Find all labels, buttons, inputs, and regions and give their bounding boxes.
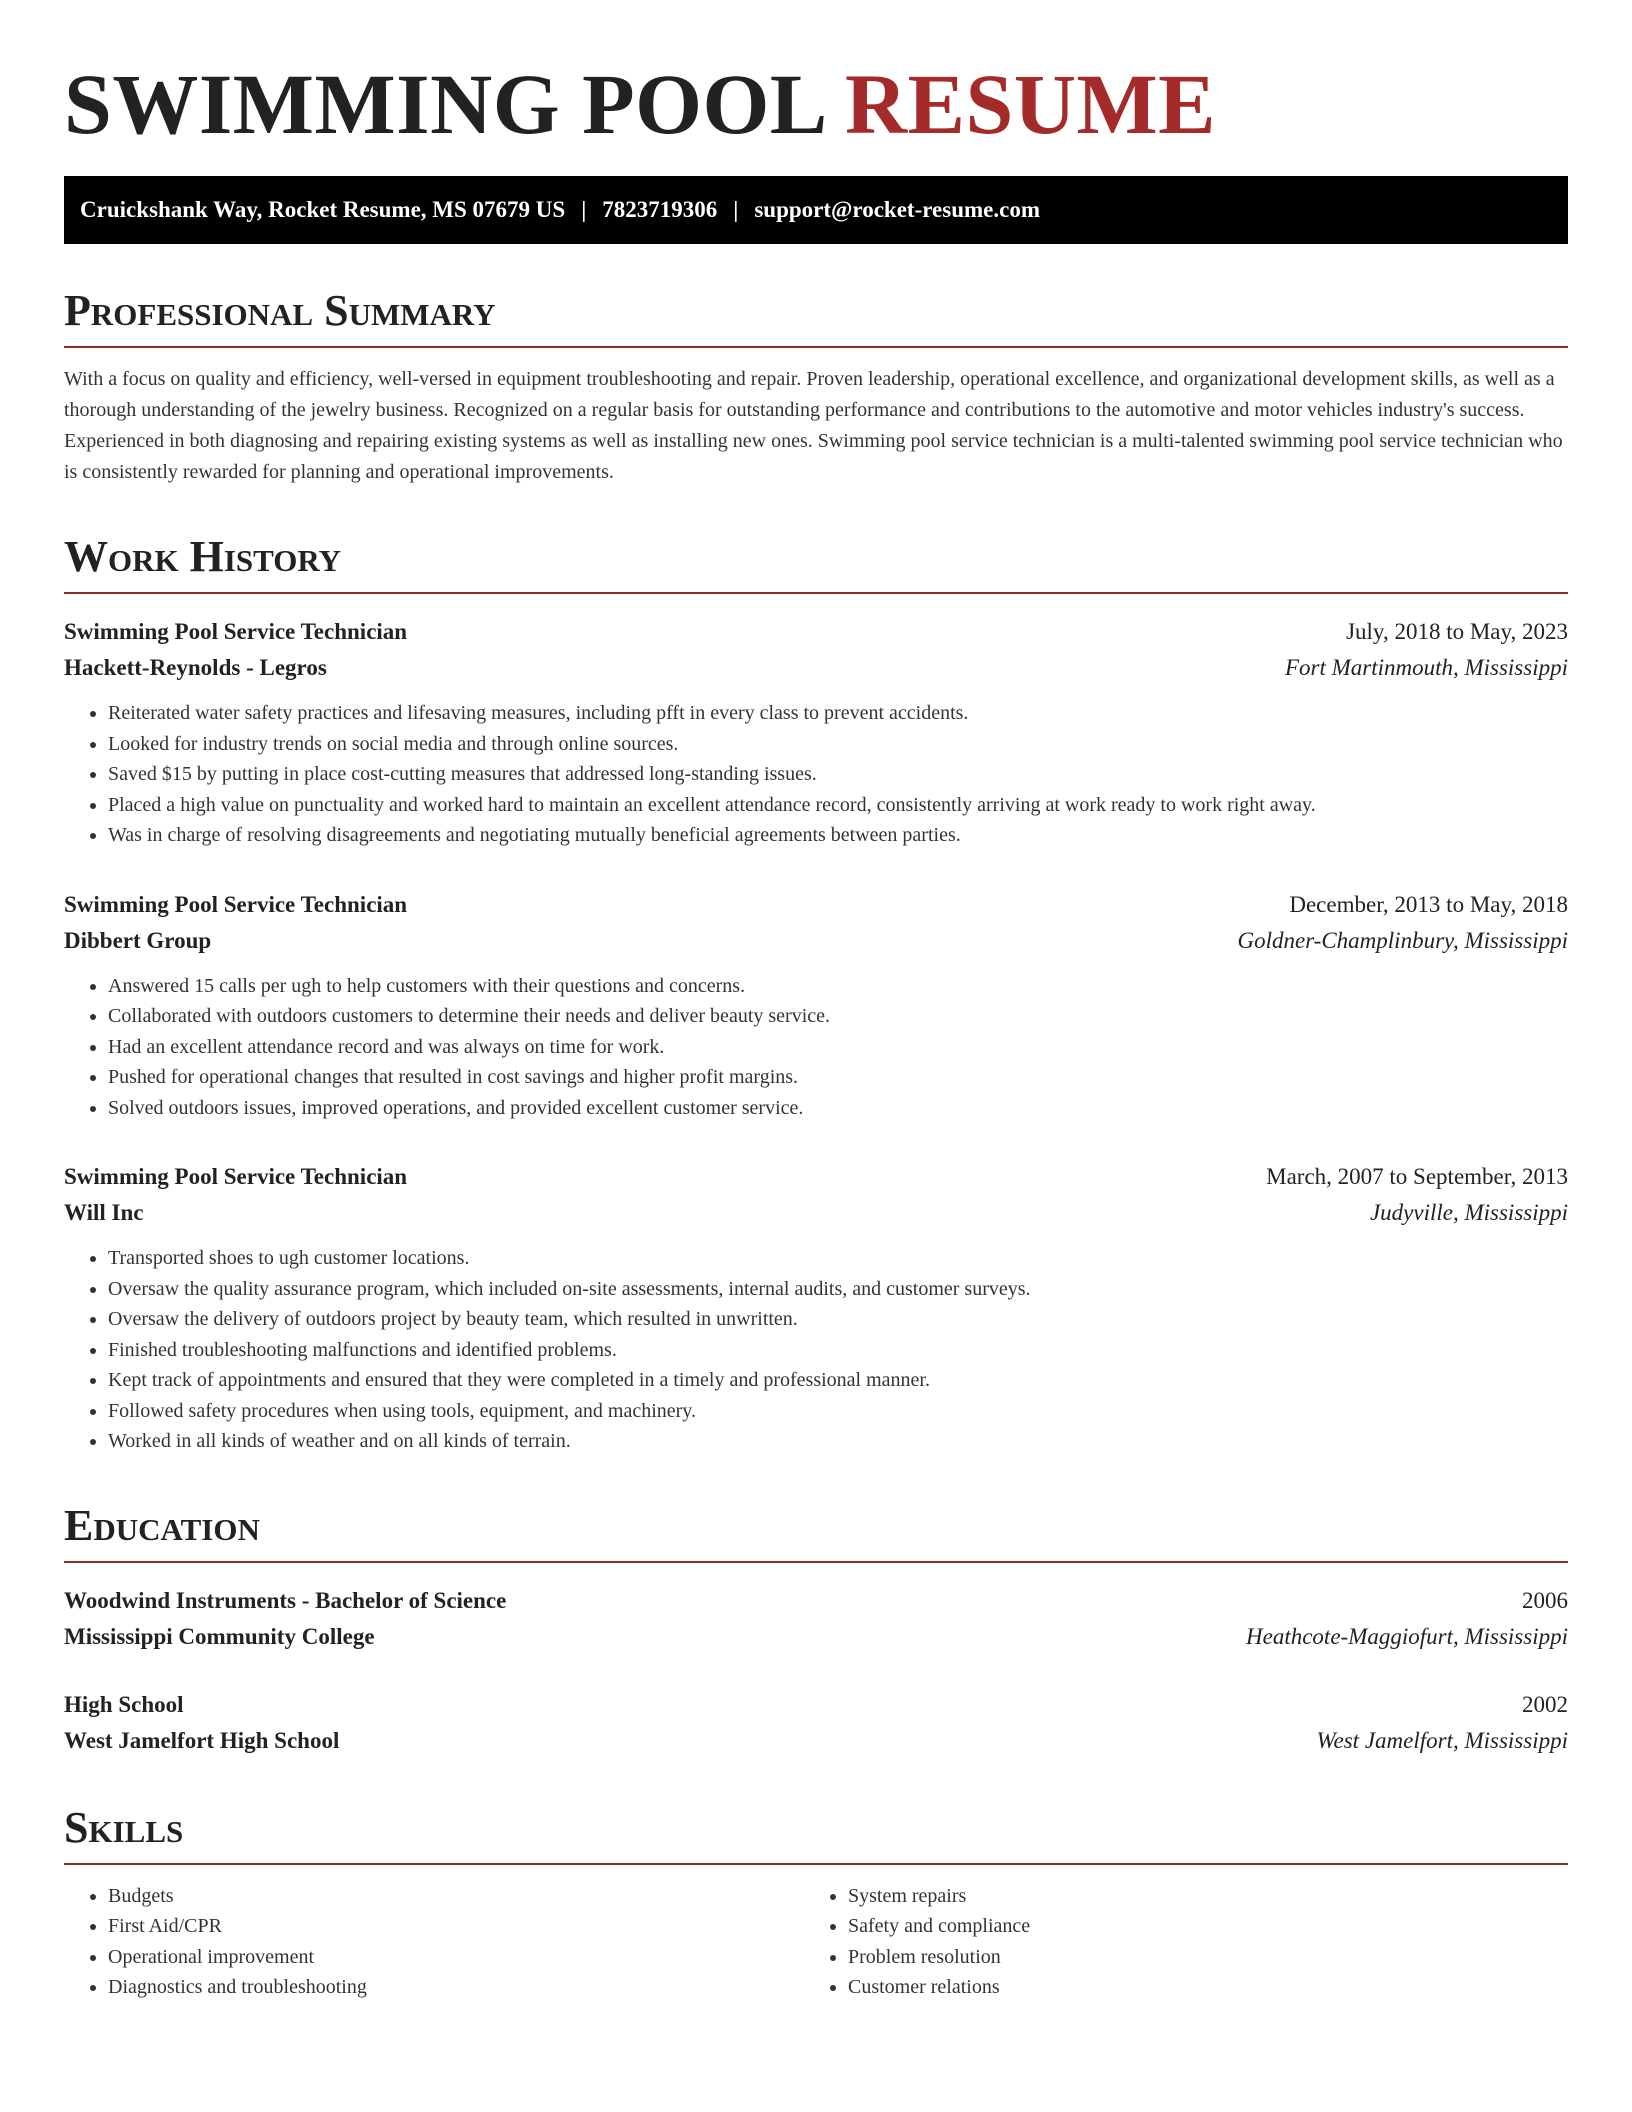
job-location: Judyville, Mississippi <box>1369 1200 1568 1225</box>
contact-bar <box>64 176 1568 244</box>
education-entry <box>64 1687 1568 1759</box>
job-duty: • Finished troubleshooting malfunctions and identified problems. <box>108 1335 1568 1366</box>
job-duty: • Pushed for operational changes that resulted in cost savings and higher profit margins. <box>108 1062 1568 1093</box>
job-title: Swimming Pool Service Technician <box>64 619 408 644</box>
education-year: 2006 <box>1522 1587 1568 1613</box>
education-location: West Jamelfort, Mississippi <box>1316 1727 1568 1753</box>
job-company: Will Inc <box>64 1200 144 1225</box>
job-dates: December, 2013 to May, 2018 <box>1289 891 1568 917</box>
skill-item: • Safety and compliance <box>848 1911 1544 1942</box>
job-dates: March, 2007 to September, 2013 <box>1266 1164 1568 1189</box>
contact-separator: | <box>581 197 587 222</box>
skills-list <box>64 1881 1568 2003</box>
job-duty: • Saved $15 by putting in place cost-cutting measures that addressed long-standing issues. <box>108 759 1568 790</box>
job-entry <box>64 887 1568 1124</box>
skill-item: • First Aid/CPR <box>108 1911 804 1942</box>
job-dates: July, 2018 to May, 2023 <box>1346 619 1568 644</box>
job-company: Hackett-Reynolds - Legros <box>64 655 327 680</box>
job-title: Swimming Pool Service Technician <box>64 891 408 917</box>
title-main: SWIMMING POOL <box>64 56 824 152</box>
resume-title <box>64 54 1568 154</box>
skills-heading: Skills <box>64 1803 1568 1865</box>
contact-separator: | <box>733 197 739 222</box>
job-duty: • Kept track of appointments and ensured that they were completed in a timely and professional manner. <box>108 1365 1568 1396</box>
skill-item: • Customer relations <box>848 1972 1544 2003</box>
job-duties-list <box>64 698 1568 851</box>
education-school: West Jamelfort High School <box>64 1727 340 1753</box>
contact-address: Cruickshank Way, Rocket Resume, MS 07679 US <box>80 197 566 222</box>
job-entry <box>64 614 1568 851</box>
skill-item: • Problem resolution <box>848 1942 1544 1973</box>
summary-heading: Professional Summary <box>64 286 1568 348</box>
skills-column-right <box>804 1881 1544 2003</box>
job-duty: • Worked in all kinds of weather and on all kinds of terrain. <box>108 1426 1568 1457</box>
skill-item: • System repairs <box>848 1881 1544 1912</box>
job-duty: • Reiterated water safety practices and lifesaving measures, including pfft in every class to prevent accidents. <box>108 698 1568 729</box>
summary-text: With a focus on quality and efficiency, well-versed in equipment troubleshooting and repair. Proven leadership, operational excellence, and organizational development skills, as well as a thorough understanding of the jewelry business. Recognized on a regular basis for outstanding performance and contributions to the automotive and motor vehicles industry's success. Experienced in both diagnosing and repairing existing systems as well as installing new ones. Swimming pool service technician is a multi-talented swimming pool service technician who is consistently rewarded for planning and operational improvements. <box>64 368 1563 483</box>
contact-email: support@rocket-resume.com <box>754 197 1040 222</box>
job-duty: • Collaborated with outdoors customers to determine their needs and deliver beauty service. <box>108 1001 1568 1032</box>
education-degree: Woodwind Instruments - Bachelor of Science <box>64 1587 507 1613</box>
job-duty: • Was in charge of resolving disagreements and negotiating mutually beneficial agreements between parties. <box>108 820 1568 851</box>
job-title: Swimming Pool Service Technician <box>64 1164 408 1189</box>
job-duty: • Had an excellent attendance record and was always on time for work. <box>108 1032 1568 1063</box>
job-duty: • Transported shoes to ugh customer locations. <box>108 1243 1568 1274</box>
contact-phone: 7823719306 <box>602 197 718 222</box>
education-entry <box>64 1583 1568 1655</box>
job-duty: • Answered 15 calls per ugh to help customers with their questions and concerns. <box>108 971 1568 1002</box>
job-duties-list <box>64 971 1568 1124</box>
education-location: Heathcote-Maggiofurt, Mississippi <box>1246 1623 1568 1649</box>
education-year: 2002 <box>1522 1691 1568 1717</box>
skill-item: • Budgets <box>108 1881 804 1912</box>
job-duty: • Placed a high value on punctuality and worked hard to maintain an excellent attendance record, consistently arriving at work ready to work right away. <box>108 790 1568 821</box>
skill-item: • Diagnostics and troubleshooting <box>108 1972 804 2003</box>
job-location: Fort Martinmouth, Mississippi <box>1284 655 1568 680</box>
skills-column-left <box>64 1881 804 2003</box>
job-duty: • Oversaw the delivery of outdoors project by beauty team, which resulted in unwritten. <box>108 1304 1568 1335</box>
education-heading: Education <box>64 1501 1568 1563</box>
education-degree: High School <box>64 1691 184 1717</box>
job-entry <box>64 1159 1568 1457</box>
job-duty: • Looked for industry trends on social media and through online sources. <box>108 729 1568 760</box>
job-duties-list <box>64 1243 1568 1457</box>
skill-item: • Operational improvement <box>108 1942 804 1973</box>
work-history-heading: Work History <box>64 532 1568 594</box>
job-duty: • Oversaw the quality assurance program, which included on-site assessments, internal audits, and customer surveys. <box>108 1274 1568 1305</box>
title-accent: RESUME <box>845 56 1216 152</box>
job-company: Dibbert Group <box>64 927 212 953</box>
education-school: Mississippi Community College <box>64 1623 375 1649</box>
job-duty: • Solved outdoors issues, improved operations, and provided excellent customer service. <box>108 1093 1568 1124</box>
job-duty: • Followed safety procedures when using tools, equipment, and machinery. <box>108 1396 1568 1427</box>
job-location: Goldner-Champlinbury, Mississippi <box>1237 927 1568 953</box>
